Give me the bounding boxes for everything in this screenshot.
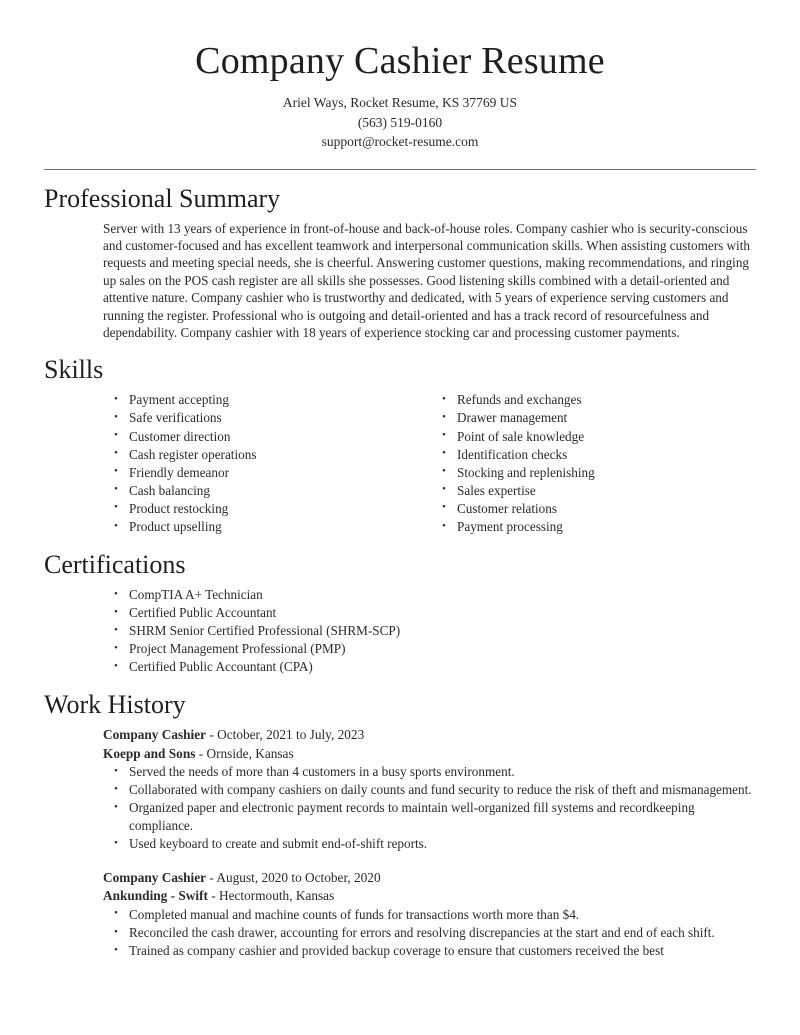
certifications-body [44,586,756,676]
list-item: • Stocking and replenishing [431,464,759,482]
job-role: Company Cashier [103,869,207,885]
list-item: • Organized paper and electronic payment records to maintain well-organized fill systems and recordkeeping compliance. [103,799,756,834]
job-separator: - [195,745,207,761]
work-history-entry [103,869,756,960]
job-company-line [103,887,756,906]
page-title: Company Cashier Resume [195,40,605,82]
list-item: • Reconciled the cash drawer, accounting for errors and resolving discrepancies at the start and end of each shift. [103,924,756,942]
contact-block [44,93,756,152]
section-title-skills: Skills [44,355,104,385]
contact-phone: (563) 519-0160 [357,114,443,130]
list-item: • Certified Public Accountant [103,604,756,622]
list-item: • Drawer management [431,409,759,427]
work-history-body [44,726,756,960]
skills-column-right [431,391,759,536]
section-title-professional-summary: Professional Summary [44,183,281,213]
list-item: • Customer direction [103,428,431,446]
list-item: • Sales expertise [431,482,759,500]
list-item: • Project Management Professional (PMP) [103,640,756,658]
list-item: • Served the needs of more than 4 customers in a busy sports environment. [103,763,756,781]
job-separator: - [206,727,218,743]
job-role: Company Cashier [103,727,207,743]
job-bullets [103,763,756,852]
list-item: • Customer relations [431,500,759,518]
job-separator: - [206,869,217,885]
job-dates: August, 2020 to October, 2020 [216,869,381,885]
header-divider [44,169,756,170]
job-title-line [103,869,756,888]
skills-column-left [103,391,431,536]
list-item: • CompTIA A+ Technician [103,586,756,604]
list-item: • Used keyboard to create and submit end-of-shift reports. [103,835,756,853]
job-company-line [103,745,756,764]
list-item: • Payment accepting [103,391,431,409]
section-professional-summary [44,184,756,342]
contact-address: Ariel Ways, Rocket Resume, KS 37769 US [282,95,518,110]
list-item: • Product upselling [103,518,431,536]
list-item: • Point of sale knowledge [431,428,759,446]
section-skills [44,355,756,536]
job-dates: October, 2021 to July, 2023 [217,727,365,743]
list-item: • Refunds and exchanges [431,391,759,409]
list-item: • Trained as company cashier and provided backup coverage to ensure that customers received the best [103,942,756,960]
section-work-history [44,690,756,960]
list-item: • Completed manual and machine counts of funds for transactions worth more than $4. [103,906,756,924]
job-company: Koepp and Sons [103,745,196,761]
certifications-list [103,586,756,676]
list-item: • Safe verifications [103,409,431,427]
professional-summary-body [44,220,756,342]
list-item: • Cash balancing [103,482,431,500]
job-bullets [103,906,756,960]
contact-email: support@rocket-resume.com [321,134,479,149]
section-title-certifications: Certifications [44,550,186,580]
list-item: • Payment processing [431,518,759,536]
list-item: • Identification checks [431,446,759,464]
job-separator: - [207,888,220,904]
professional-summary-text: Server with 13 years of experience in front-of-house and back-of-house roles. Company cashier who is security-conscious and customer-focused and has excellent teamwork and interpersonal communication skills. When assisting customers with requests and meeting special needs, she is cheerful. Answering customer questions, making recommendations, and ringing up sales on the POS cash register are all skills she possesses. Good listening skills combined with a detail-oriented and attentive nature. Company cashier who is trustworthy and dedicated, with 5 years of experience serving customers and running the register. Professional who is outgoing and detail-oriented and has a track record of resourcefulness and dependability. Company cashier with 18 years of experience stocking car and processing customer payments. [103,220,750,340]
list-item: • Certified Public Accountant (CPA) [103,658,756,676]
section-certifications [44,550,756,676]
job-location: Ornside, Kansas [206,745,294,761]
work-history-entry [103,726,756,853]
job-location: Hectormouth, Kansas [219,888,335,904]
list-item: • SHRM Senior Certified Professional (SHRM-SCP) [103,622,756,640]
job-title-line [103,726,756,745]
list-item: • Friendly demeanor [103,464,431,482]
skills-columns [44,391,756,536]
list-item: • Product restocking [103,500,431,518]
list-item: • Cash register operations [103,446,431,464]
list-item: • Collaborated with company cashiers on daily counts and fund security to reduce the risk of theft and mismanagement. [103,781,756,799]
job-company: Ankunding - Swift [103,888,208,904]
section-title-work-history: Work History [44,690,186,720]
